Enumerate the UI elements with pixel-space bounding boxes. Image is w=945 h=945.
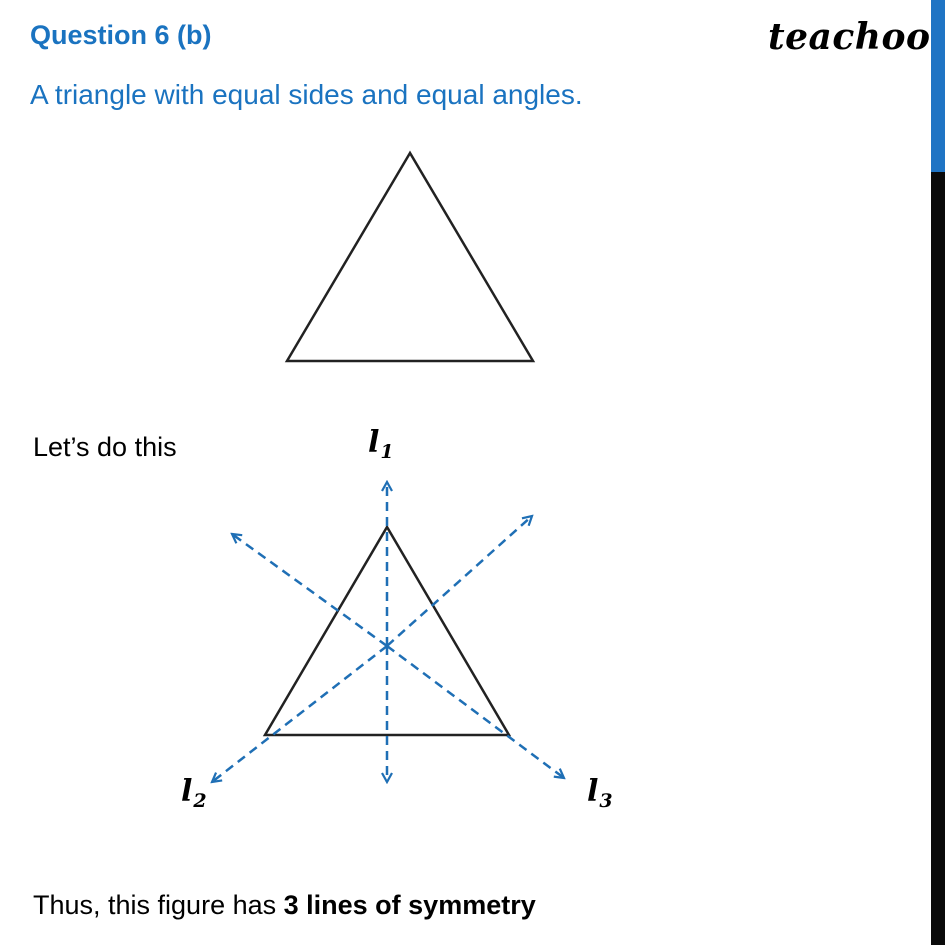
equilateral-triangle — [287, 153, 533, 361]
solution-conclusion — [33, 890, 536, 921]
scrollbar-thumb[interactable] — [931, 0, 945, 172]
axis-label-l1: $l_1$ — [368, 425, 394, 463]
symmetry-axis-l3 — [232, 534, 387, 646]
axis-label-l2: $l_2$ — [181, 774, 207, 812]
conclusion-emphasis: 3 lines of symmetry — [283, 890, 536, 920]
symmetry-axis-l2-lower — [212, 646, 387, 782]
teachoo-logo: teachoo — [768, 16, 931, 58]
question-prompt: A triangle with equal sides and equal angles. — [30, 79, 583, 110]
symmetry-axis-l3-lower — [387, 646, 564, 778]
solution-intro: Let’s do this — [33, 432, 177, 462]
axis-label-l3: $l_3$ — [587, 774, 613, 812]
symmetry-axis-l2 — [387, 516, 532, 646]
conclusion-prefix: Thus, this figure has — [33, 890, 284, 920]
question-heading: Question 6 (b) — [30, 20, 212, 50]
